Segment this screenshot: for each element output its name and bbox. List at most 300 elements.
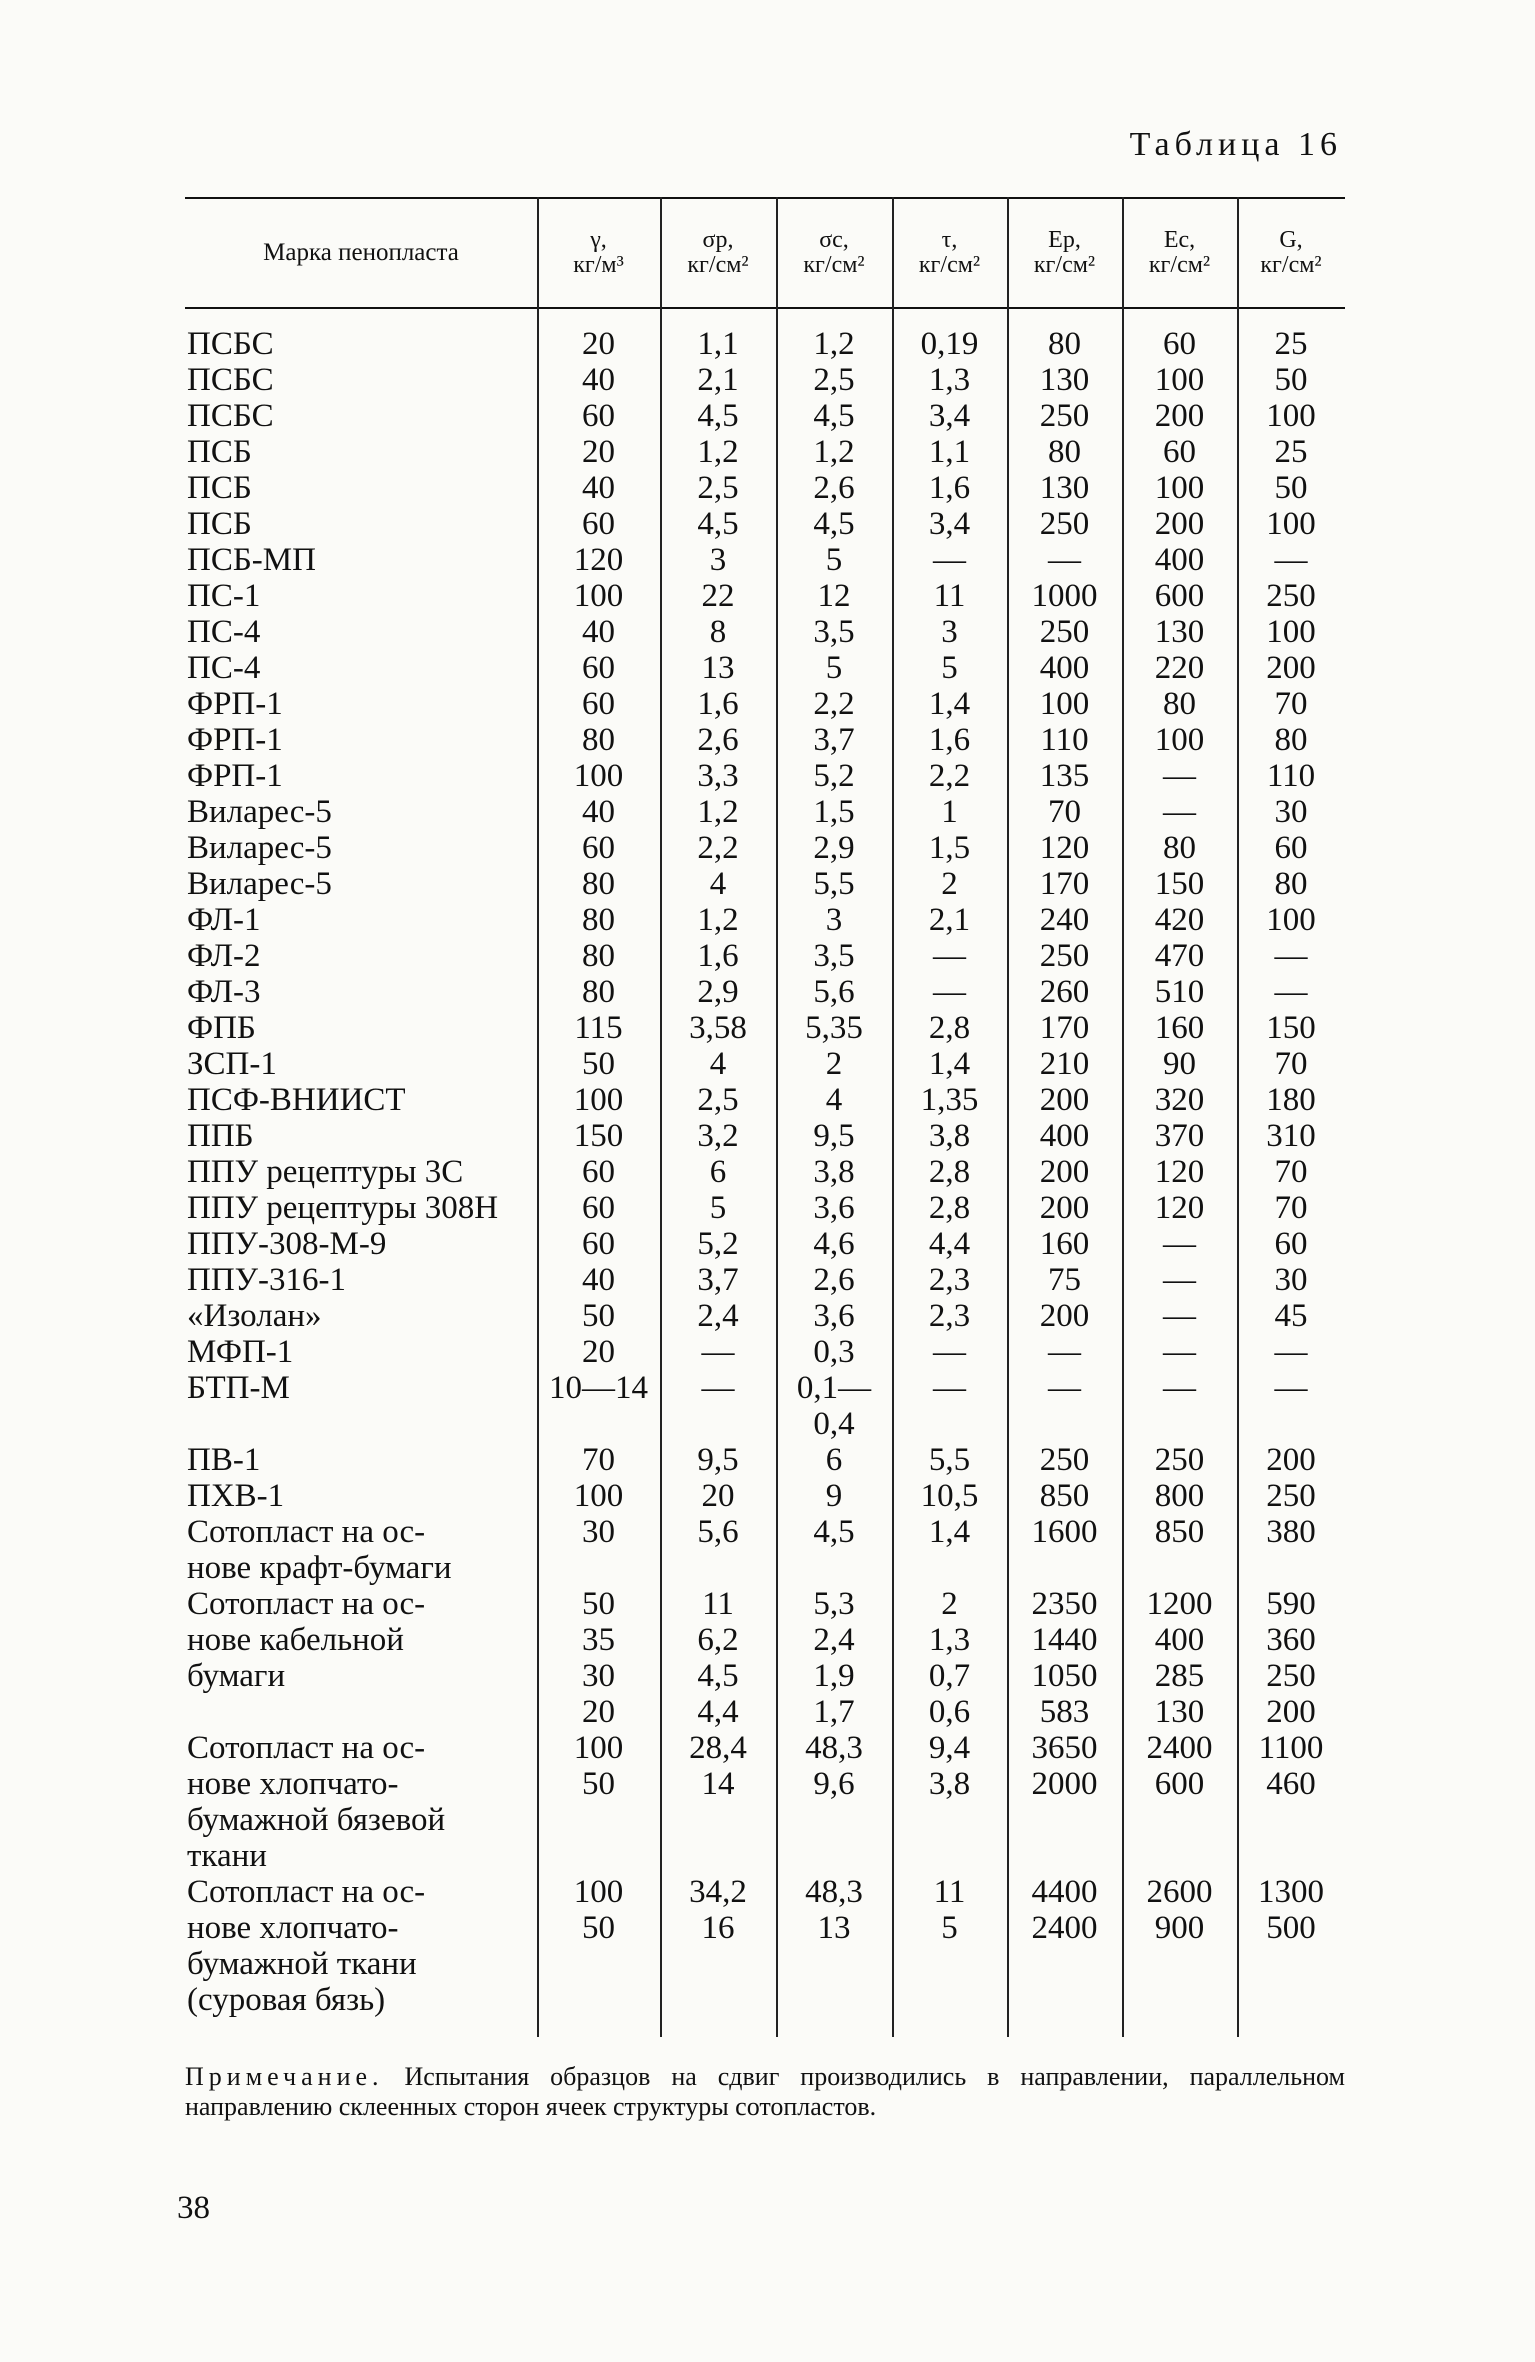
cell-value: —	[1274, 938, 1308, 974]
cell-value: 14	[701, 1766, 735, 1802]
cell-value: 1600	[1031, 1514, 1098, 1550]
cell-value: 3,5	[813, 938, 855, 974]
cell-value: 80	[582, 866, 615, 902]
cell-value: 5,5	[813, 866, 855, 902]
cell-value: 2,2	[928, 758, 971, 794]
table-row	[185, 1298, 1345, 1334]
cell-value: —	[1048, 1370, 1081, 1406]
cell-value: 6	[709, 1154, 727, 1190]
table-row	[185, 938, 1345, 974]
cell-value: 3,2	[697, 1118, 739, 1154]
cell-value: 135	[1039, 758, 1090, 794]
cell-value: 2350	[1031, 1586, 1098, 1622]
cell-brand: ЗСП-1	[187, 1046, 277, 1082]
cell-value: —	[933, 542, 966, 578]
cell-value: 1100	[1258, 1730, 1324, 1766]
cell-value: 120	[573, 542, 624, 578]
cell-value: 22	[701, 578, 735, 614]
cell-value: 60	[582, 1154, 615, 1190]
cell-value: 250	[1039, 614, 1090, 650]
cell-value: 500	[1266, 1910, 1316, 1946]
header-unit: кг/см²	[918, 252, 981, 278]
cell-value: 0,1—	[796, 1370, 872, 1406]
header-symbol: γ,	[590, 226, 607, 253]
cell-value: —	[1274, 1370, 1308, 1406]
cell-value: 3,6	[813, 1190, 855, 1226]
table-row	[185, 1046, 1345, 1082]
cell-value: 1,5	[813, 794, 855, 830]
cell-value: 583	[1039, 1694, 1090, 1730]
cell-value: 4	[709, 866, 727, 902]
cell-value: 2,6	[813, 1262, 855, 1298]
cell-value: 3,8	[813, 1154, 855, 1190]
table-note	[185, 2062, 1345, 2122]
table-row	[185, 506, 1345, 542]
cell-value: 1050	[1031, 1658, 1098, 1694]
table-row	[185, 722, 1345, 758]
cell-brand: ППУ-308-М-9	[187, 1226, 387, 1262]
cell-value: 2400	[1146, 1730, 1213, 1766]
cell-value: 400	[1039, 650, 1090, 686]
cell-value: 3,6	[813, 1298, 855, 1334]
cell-value: 2,5	[813, 362, 855, 398]
cell-value: 1,6	[928, 470, 971, 506]
cell-value	[776, 1982, 892, 2018]
cell-value	[1122, 1550, 1237, 1586]
cell-value: 2,9	[813, 830, 855, 866]
cell-value: 1,6	[697, 938, 739, 974]
cell-value: 285	[1154, 1658, 1205, 1694]
cell-value: —	[933, 974, 966, 1010]
page-number: 38	[177, 2190, 210, 2226]
cell-value: 115	[574, 1010, 623, 1046]
cell-value	[1007, 1550, 1122, 1586]
header-e-c	[1122, 199, 1237, 307]
cell-value: 70	[1274, 686, 1308, 722]
cell-value: 3	[941, 614, 958, 650]
cell-value: 11	[933, 1874, 966, 1910]
table-row	[185, 1802, 1345, 1838]
cell-value: 4,5	[813, 506, 855, 542]
cell-brand: Виларес-5	[187, 794, 332, 830]
cell-value: 60	[582, 686, 615, 722]
cell-value: 2000	[1031, 1766, 1098, 1802]
cell-value: 600	[1154, 1766, 1205, 1802]
cell-value: 50	[582, 1766, 615, 1802]
cell-value: 20	[582, 1694, 615, 1730]
cell-brand: «Изолан»	[187, 1298, 322, 1334]
cell-value: —	[1048, 1334, 1081, 1370]
cell-value: 100	[1266, 506, 1316, 542]
cell-value: 80	[1048, 434, 1081, 470]
cell-value: 200	[1039, 1082, 1090, 1118]
cell-brand: ПСБ	[187, 470, 252, 506]
cell-value: 1,4	[928, 1514, 971, 1550]
cell-value	[537, 1946, 660, 1982]
cell-value: 400	[1154, 1622, 1205, 1658]
cell-value	[1122, 1982, 1237, 2018]
cell-value: 60	[582, 830, 615, 866]
cell-brand: Сотопласт на ос-	[187, 1874, 426, 1910]
cell-value: 380	[1266, 1514, 1316, 1550]
cell-value: 50	[582, 1046, 615, 1082]
table-row	[185, 1982, 1345, 2018]
cell-brand: Виларес-5	[187, 830, 332, 866]
cell-value: 1000	[1031, 578, 1098, 614]
cell-value: 0,6	[928, 1694, 971, 1730]
cell-value: 40	[582, 1262, 615, 1298]
cell-value: 90	[1163, 1046, 1196, 1082]
cell-value: 80	[1274, 722, 1308, 758]
cell-value: 60	[582, 1190, 615, 1226]
cell-brand: МФП-1	[187, 1334, 294, 1370]
table-row	[185, 866, 1345, 902]
cell-value: 60	[1274, 830, 1308, 866]
cell-value: 0,7	[928, 1658, 971, 1694]
cell-value: 1,2	[813, 434, 855, 470]
cell-value: 400	[1154, 542, 1205, 578]
cell-value: 9,5	[813, 1118, 855, 1154]
cell-value: 850	[1154, 1514, 1205, 1550]
cell-value: 20	[582, 1334, 615, 1370]
cell-brand: ФЛ-2	[187, 938, 261, 974]
cell-brand: БТП-М	[187, 1370, 290, 1406]
cell-value: 1,2	[697, 794, 739, 830]
cell-brand: ФЛ-3	[187, 974, 261, 1010]
cell-value: 80	[1163, 830, 1196, 866]
cell-value: 250	[1266, 1478, 1316, 1514]
cell-value: 80	[1163, 686, 1196, 722]
cell-value: 4,5	[813, 1514, 855, 1550]
cell-value: 1,2	[697, 434, 739, 470]
cell-brand: Сотопласт на ос-	[187, 1514, 426, 1550]
cell-value: 1,5	[928, 830, 971, 866]
cell-value	[537, 1838, 660, 1874]
header-symbol: Eс,	[1163, 226, 1196, 253]
cell-brand: ППУ-316-1	[187, 1262, 347, 1298]
cell-value: 1,9	[813, 1658, 855, 1694]
cell-value	[776, 1802, 892, 1838]
table-row	[185, 902, 1345, 938]
cell-value: 45	[1274, 1298, 1308, 1334]
cell-value: 590	[1266, 1586, 1316, 1622]
header-unit: кг/см²	[803, 252, 865, 278]
cell-value: —	[1274, 974, 1308, 1010]
table-row	[185, 1514, 1345, 1550]
note-text: Испытания образцов на сдвиг производились в направлении, параллельном направлению склеенных сторон ячеек структуры сотопластов.	[185, 2062, 1345, 2121]
cell-value	[1122, 1406, 1237, 1442]
cell-value: 50	[1274, 470, 1308, 506]
table-row	[185, 1478, 1345, 1514]
cell-value: 9	[825, 1478, 843, 1514]
cell-value: —	[1163, 758, 1196, 794]
cell-value: —	[701, 1334, 735, 1370]
cell-value: 80	[582, 938, 615, 974]
cell-value: 0,4	[813, 1406, 855, 1442]
cell-value: 3,5	[813, 614, 855, 650]
cell-value: 1,1	[697, 326, 739, 362]
cell-brand: ткани	[187, 1838, 267, 1874]
cell-value: 70	[582, 1442, 615, 1478]
cell-value: 160	[1039, 1226, 1090, 1262]
cell-value: 25	[1274, 434, 1308, 470]
cell-value: —	[933, 1334, 966, 1370]
table-row	[185, 830, 1345, 866]
cell-brand: ППУ рецептуры 308Н	[187, 1190, 499, 1226]
cell-value: 30	[1274, 794, 1308, 830]
cell-value: 80	[582, 902, 615, 938]
cell-value: 2,4	[697, 1298, 739, 1334]
cell-value: 2,1	[928, 902, 971, 938]
cell-brand: ПСБ-МП	[187, 542, 316, 578]
table-row	[185, 1154, 1345, 1190]
cell-value: 2,6	[697, 722, 739, 758]
cell-brand: ПС-4	[187, 650, 261, 686]
cell-value: 170	[1039, 866, 1090, 902]
table-row	[185, 326, 1345, 362]
cell-value: 2,2	[813, 686, 855, 722]
table-row	[185, 1694, 1345, 1730]
cell-value: —	[1163, 1262, 1196, 1298]
cell-value: 100	[1266, 902, 1316, 938]
table-row	[185, 1946, 1345, 1982]
cell-value	[1237, 1406, 1345, 1442]
cell-brand: ПСФ-ВНИИСТ	[187, 1082, 406, 1118]
cell-brand: ФЛ-1	[187, 902, 261, 938]
cell-brand	[185, 1694, 537, 1730]
cell-value	[1237, 1802, 1345, 1838]
table-row	[185, 1766, 1345, 1802]
cell-value: 100	[573, 758, 624, 794]
cell-value: 200	[1039, 1298, 1090, 1334]
cell-value: 60	[1163, 326, 1196, 362]
cell-value: 3,8	[928, 1766, 971, 1802]
cell-value: 10—14	[549, 1370, 648, 1406]
cell-value	[537, 1982, 660, 2018]
table-row	[185, 758, 1345, 794]
cell-value	[1007, 1406, 1122, 1442]
cell-value	[1007, 1802, 1122, 1838]
cell-value	[660, 1946, 776, 1982]
cell-value: 850	[1039, 1478, 1090, 1514]
cell-value: 1,7	[813, 1694, 855, 1730]
cell-value: 4	[709, 1046, 727, 1082]
cell-value: 80	[582, 722, 615, 758]
cell-brand: Виларес-5	[187, 866, 332, 902]
cell-value	[660, 1550, 776, 1586]
note-lead: Примечание.	[185, 2062, 384, 2091]
cell-value	[892, 1838, 1007, 1874]
cell-value: 12	[817, 578, 851, 614]
cell-brand: бумажной ткани	[187, 1946, 417, 1982]
cell-value: 2,6	[813, 470, 855, 506]
cell-value	[1007, 1946, 1122, 1982]
cell-value	[537, 1406, 660, 1442]
cell-value: —	[1163, 1370, 1196, 1406]
cell-brand: (суровая бязь)	[187, 1982, 386, 2018]
table-row	[185, 1442, 1345, 1478]
cell-value: 100	[1266, 398, 1316, 434]
cell-value: 100	[573, 1730, 624, 1766]
table-row	[185, 1010, 1345, 1046]
cell-value: 0,19	[920, 326, 979, 362]
cell-value: 100	[573, 578, 624, 614]
cell-value: 35	[582, 1622, 615, 1658]
cell-value: 240	[1039, 902, 1090, 938]
cell-value: 150	[1154, 866, 1205, 902]
cell-value: 110	[1040, 722, 1089, 758]
cell-value: 200	[1266, 1694, 1316, 1730]
cell-value: 1	[941, 794, 958, 830]
cell-value: —	[1163, 1226, 1196, 1262]
cell-value: 60	[1274, 1226, 1308, 1262]
cell-value: 2,4	[813, 1622, 855, 1658]
cell-value: 160	[1154, 1010, 1205, 1046]
cell-value: —	[1274, 542, 1308, 578]
cell-brand: ПСБС	[187, 398, 274, 434]
cell-value: 4,6	[813, 1226, 855, 1262]
cell-brand: ФРП-1	[187, 758, 283, 794]
cell-value: 40	[582, 470, 615, 506]
cell-value: 800	[1154, 1478, 1205, 1514]
cell-value: 110	[1266, 758, 1316, 794]
cell-value	[660, 1982, 776, 2018]
cell-value: 120	[1154, 1190, 1205, 1226]
cell-brand: ПСБС	[187, 362, 274, 398]
cell-value: 1,2	[813, 326, 855, 362]
rule-header	[185, 307, 1345, 309]
cell-value	[892, 1550, 1007, 1586]
cell-value: 1,3	[928, 362, 971, 398]
cell-value: 2,5	[697, 470, 739, 506]
cell-value: 2,1	[697, 362, 739, 398]
cell-brand: ПСБ	[187, 434, 252, 470]
cell-brand: нове хлопчато-	[187, 1910, 399, 1946]
cell-value: 200	[1266, 650, 1316, 686]
cell-value: 40	[582, 794, 615, 830]
cell-value	[1237, 1946, 1345, 1982]
table-row	[185, 434, 1345, 470]
table-row	[185, 794, 1345, 830]
header-brand: Марка пенопласта	[263, 238, 459, 266]
table-row	[185, 1730, 1345, 1766]
cell-value: 3	[709, 542, 727, 578]
cell-value: 370	[1154, 1118, 1205, 1154]
cell-value: 200	[1039, 1190, 1090, 1226]
cell-value: 5	[941, 1910, 958, 1946]
cell-value: 120	[1154, 1154, 1205, 1190]
cell-brand: нове крафт-бумаги	[187, 1550, 452, 1586]
cell-value: 250	[1039, 1442, 1090, 1478]
cell-brand: ППУ рецептуры 3С	[187, 1154, 464, 1190]
cell-value: 13	[701, 650, 735, 686]
cell-value: 1,4	[928, 686, 971, 722]
cell-value: 250	[1266, 578, 1316, 614]
cell-value	[1237, 1550, 1345, 1586]
cell-value: 3,7	[813, 722, 855, 758]
table-row	[185, 1082, 1345, 1118]
cell-value	[776, 1838, 892, 1874]
cell-value	[537, 1550, 660, 1586]
cell-value: 3,58	[689, 1010, 747, 1046]
cell-value: —	[1163, 794, 1196, 830]
cell-brand: ПВ-1	[187, 1442, 261, 1478]
cell-value: 30	[1274, 1262, 1308, 1298]
cell-value: 11	[702, 1586, 734, 1622]
cell-value: 4,4	[697, 1694, 739, 1730]
cell-value: 2	[941, 1586, 958, 1622]
table-row	[185, 1622, 1345, 1658]
cell-value: 1,1	[928, 434, 971, 470]
cell-value: —	[1163, 1298, 1196, 1334]
cell-value: 4,5	[697, 506, 739, 542]
cell-value: 50	[1274, 362, 1308, 398]
cell-value	[1122, 1838, 1237, 1874]
table-row	[185, 974, 1345, 1010]
cell-value: 5,35	[805, 1010, 863, 1046]
cell-brand: ПХВ-1	[187, 1478, 285, 1514]
cell-value: —	[1163, 1334, 1196, 1370]
cell-value: —	[933, 1370, 966, 1406]
table-row	[185, 1874, 1345, 1910]
cell-value: 2,3	[928, 1262, 971, 1298]
cell-value	[1237, 1838, 1345, 1874]
cell-value: 3,3	[697, 758, 739, 794]
cell-value: 2	[941, 866, 958, 902]
cell-value: 1,6	[928, 722, 971, 758]
cell-value: 4,5	[697, 398, 739, 434]
header-symbol: Eр,	[1048, 226, 1081, 253]
cell-value: 1,4	[928, 1046, 971, 1082]
header-unit: кг/см²	[687, 252, 749, 278]
cell-value: 170	[1039, 1010, 1090, 1046]
cell-value: 30	[582, 1658, 615, 1694]
cell-value	[1122, 1946, 1237, 1982]
cell-value: 48,3	[805, 1874, 863, 1910]
cell-value: 5,2	[697, 1226, 739, 1262]
cell-value: 200	[1154, 398, 1205, 434]
cell-value	[1007, 1838, 1122, 1874]
cell-value: 2,3	[928, 1298, 971, 1334]
cell-value	[660, 1406, 776, 1442]
cell-value: 3650	[1031, 1730, 1098, 1766]
cell-value: 100	[1266, 614, 1316, 650]
cell-brand: нове хлопчато-	[187, 1766, 399, 1802]
cell-value: 40	[582, 614, 615, 650]
cell-value: 5	[709, 1190, 727, 1226]
table-row	[185, 542, 1345, 578]
cell-value: 360	[1266, 1622, 1316, 1658]
table-row	[185, 398, 1345, 434]
cell-value: 320	[1154, 1082, 1205, 1118]
header-unit: кг/см²	[1033, 252, 1096, 278]
cell-value: 50	[582, 1910, 615, 1946]
cell-value: 600	[1154, 578, 1205, 614]
cell-value: 2	[825, 1046, 843, 1082]
cell-value: 1,3	[928, 1622, 971, 1658]
header-unit: кг/м³	[573, 252, 624, 278]
cell-value: 60	[582, 1226, 615, 1262]
cell-value: 3,4	[928, 398, 971, 434]
table-row	[185, 1334, 1345, 1370]
cell-value: 2,5	[697, 1082, 739, 1118]
cell-value: 120	[1039, 830, 1090, 866]
cell-value: 250	[1039, 398, 1090, 434]
cell-value: 3,4	[928, 506, 971, 542]
cell-value: 130	[1154, 614, 1205, 650]
cell-brand: ПС-1	[187, 578, 261, 614]
table-row	[185, 1118, 1345, 1154]
